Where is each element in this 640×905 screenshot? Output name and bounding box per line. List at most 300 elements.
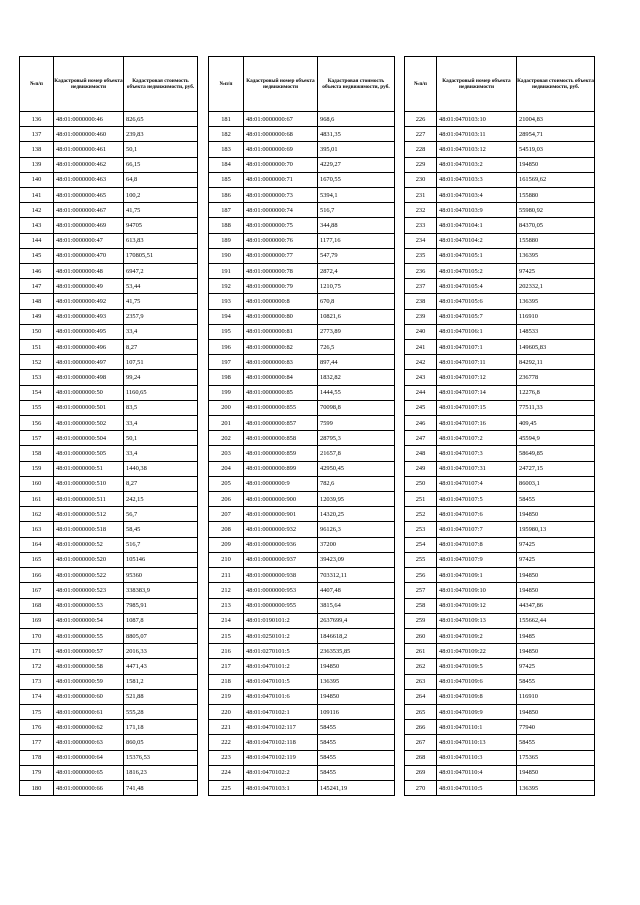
row-number: 208: [209, 522, 244, 537]
row-number: 215: [209, 628, 244, 643]
cadastral-number: 48:01:0000000:48: [54, 264, 124, 279]
table-row: [20, 142, 198, 157]
header-cadastral-number: Кадастровый номер объекта недвижимости: [54, 57, 124, 112]
table-row: [209, 385, 395, 400]
cadastral-value: 155880: [517, 233, 595, 248]
table-row: [405, 203, 595, 218]
row-number: 247: [405, 431, 437, 446]
row-number: 226: [405, 112, 437, 127]
cadastral-number: 48:01:0000000:75: [244, 218, 318, 233]
cadastral-value: 1210,75: [318, 279, 395, 294]
table-row: [405, 537, 595, 552]
row-number: 253: [405, 522, 437, 537]
row-number: 178: [20, 750, 54, 765]
cadastral-value: 1581,2: [124, 674, 198, 689]
table-row: [20, 203, 198, 218]
row-number: 151: [20, 340, 54, 355]
cadastral-number: 48:01:0470102:118: [244, 735, 318, 750]
cadastral-number: 48:01:0470109:22: [437, 644, 517, 659]
cadastral-number: 48:01:0000000:938: [244, 568, 318, 583]
cadastral-number: 48:01:0000000:9: [244, 476, 318, 491]
row-number: 196: [209, 340, 244, 355]
cadastral-number: 48:01:0000000:900: [244, 492, 318, 507]
table-row: [405, 492, 595, 507]
header-cadastral-value: Кадастровая стоимость объекта недвижимости, руб.: [318, 57, 395, 112]
row-number: 194: [209, 309, 244, 324]
row-number: 155: [20, 400, 54, 415]
cadastral-number: 48:01:0000000:69: [244, 142, 318, 157]
cadastral-number: 48:01:0000000:901: [244, 507, 318, 522]
table-row: [405, 598, 595, 613]
cadastral-number: 48:01:0470105:1: [437, 248, 517, 263]
cadastral-value: 171,18: [124, 720, 198, 735]
cadastral-number: 48:01:0470107:14: [437, 385, 517, 400]
row-number: 143: [20, 218, 54, 233]
cadastral-value: 782,6: [318, 476, 395, 491]
cadastral-value: 12039,95: [318, 492, 395, 507]
table-row: [405, 568, 595, 583]
cadastral-number: 48:01:0470101:2: [244, 659, 318, 674]
cadastral-number: 48:01:0000000:498: [54, 370, 124, 385]
cadastral-number: 48:01:0470102:1: [244, 704, 318, 719]
table-row: [20, 780, 198, 795]
cadastral-number: 48:01:0470101:5: [244, 674, 318, 689]
row-number: 159: [20, 461, 54, 476]
row-number: 185: [209, 172, 244, 187]
table-row: [209, 568, 395, 583]
table-row: [20, 264, 198, 279]
cadastral-value: 21004,83: [517, 112, 595, 127]
table-row: [20, 492, 198, 507]
table-row: [405, 446, 595, 461]
row-number: 163: [20, 522, 54, 537]
row-number: 236: [405, 264, 437, 279]
cadastral-value: 12276,8: [517, 385, 595, 400]
cadastral-value: 521,88: [124, 689, 198, 704]
cadastral-value: 84292,11: [517, 355, 595, 370]
cadastral-value: 4471,43: [124, 659, 198, 674]
table-row: [20, 507, 198, 522]
cadastral-number: 48:01:0000000:522: [54, 568, 124, 583]
cadastral-number: 48:01:0000000:496: [54, 340, 124, 355]
cadastral-number: 48:01:0000000:58: [54, 659, 124, 674]
row-number: 197: [209, 355, 244, 370]
cadastral-value: 66,15: [124, 157, 198, 172]
cadastral-value: 116910: [517, 309, 595, 324]
table-row: [405, 294, 595, 309]
cadastral-number: 48:01:0000000:520: [54, 552, 124, 567]
row-number: 201: [209, 416, 244, 431]
cadastral-value: 194850: [517, 507, 595, 522]
cadastral-value: 1444,55: [318, 385, 395, 400]
cadastral-value: 8,27: [124, 340, 198, 355]
table-row: [209, 644, 395, 659]
cadastral-value: 2016,33: [124, 644, 198, 659]
table-row: [209, 142, 395, 157]
row-number: 248: [405, 446, 437, 461]
cadastral-value: 70098,8: [318, 400, 395, 415]
table-row: [405, 507, 595, 522]
cadastral-value: 2773,89: [318, 324, 395, 339]
table-row: [209, 355, 395, 370]
row-number: 219: [209, 689, 244, 704]
row-number: 175: [20, 704, 54, 719]
table-row: [20, 750, 198, 765]
cadastral-number: 48:01:0470107:16: [437, 416, 517, 431]
table-row: [20, 568, 198, 583]
table-row: [405, 324, 595, 339]
table-row: [20, 431, 198, 446]
table-row: [209, 537, 395, 552]
cadastral-number: 48:01:0470110:4: [437, 765, 517, 780]
cadastral-number: 48:01:0470109:13: [437, 613, 517, 628]
cadastral-number: 48:01:0000000:463: [54, 172, 124, 187]
row-number: 209: [209, 537, 244, 552]
cadastral-number: 48:01:0000000:8: [244, 294, 318, 309]
cadastral-number: 48:01:0470103:10: [437, 112, 517, 127]
table-row: [405, 188, 595, 203]
table-row: [405, 552, 595, 567]
cadastral-number: 48:01:0000000:492: [54, 294, 124, 309]
cadastral-number: 48:01:0000000:84: [244, 370, 318, 385]
row-number: 204: [209, 461, 244, 476]
row-number: 150: [20, 324, 54, 339]
cadastral-number: 48:01:0000000:510: [54, 476, 124, 491]
cadastral-number: 48:01:0000000:953: [244, 583, 318, 598]
table-row: [209, 188, 395, 203]
table-row: [209, 416, 395, 431]
cadastral-number: 48:01:0000000:504: [54, 431, 124, 446]
row-number: 212: [209, 583, 244, 598]
cadastral-value: 97425: [517, 537, 595, 552]
row-number: 222: [209, 735, 244, 750]
table-row: [20, 370, 198, 385]
cadastral-number: 48:01:0000000:64: [54, 750, 124, 765]
row-number: 136: [20, 112, 54, 127]
row-number: 255: [405, 552, 437, 567]
cadastral-value: 50,1: [124, 142, 198, 157]
cadastral-number: 48:01:0470109:1: [437, 568, 517, 583]
row-number: 165: [20, 552, 54, 567]
row-number: 249: [405, 461, 437, 476]
cadastral-value: 239,83: [124, 127, 198, 142]
cadastral-value: 194850: [517, 765, 595, 780]
row-number: 263: [405, 674, 437, 689]
cadastral-value: 3815,64: [318, 598, 395, 613]
cadastral-number: 48:01:0000000:78: [244, 264, 318, 279]
row-number: 186: [209, 188, 244, 203]
cadastral-value: 2357,9: [124, 309, 198, 324]
cadastral-value: 136395: [517, 294, 595, 309]
cadastral-value: 194850: [318, 689, 395, 704]
cadastral-number: 48:01:0000000:62: [54, 720, 124, 735]
row-number: 191: [209, 264, 244, 279]
row-number: 167: [20, 583, 54, 598]
cadastral-number: 48:01:0000000:80: [244, 309, 318, 324]
cadastral-value: 58455: [517, 492, 595, 507]
table-row: [20, 552, 198, 567]
cadastral-value: 670,8: [318, 294, 395, 309]
table-row: [209, 400, 395, 415]
table-row: [405, 522, 595, 537]
row-number: 203: [209, 446, 244, 461]
table-row: [20, 735, 198, 750]
row-number: 239: [405, 309, 437, 324]
cadastral-value: 15376,53: [124, 750, 198, 765]
cadastral-value: 33,4: [124, 324, 198, 339]
cadastral-number: 48:01:0470102:117: [244, 720, 318, 735]
cadastral-number: 48:01:0000000:79: [244, 279, 318, 294]
cadastral-value: 37200: [318, 537, 395, 552]
row-number: 141: [20, 188, 54, 203]
cadastral-number: 48:01:0000000:67: [244, 112, 318, 127]
cadastral-value: 5394,1: [318, 188, 395, 203]
cadastral-value: 97425: [517, 552, 595, 567]
row-number: 220: [209, 704, 244, 719]
table-row: [20, 537, 198, 552]
cadastral-number: 48:01:0470110:13: [437, 735, 517, 750]
cadastral-number: 48:01:0000000:932: [244, 522, 318, 537]
cadastral-number: 48:01:0000000:469: [54, 218, 124, 233]
row-number: 164: [20, 537, 54, 552]
table-row: [405, 644, 595, 659]
cadastral-value: 4831,35: [318, 127, 395, 142]
row-number: 198: [209, 370, 244, 385]
cadastral-number: 48:01:0000000:937: [244, 552, 318, 567]
table-row: [209, 598, 395, 613]
table-row: [405, 112, 595, 127]
cadastral-number: 48:01:0250101:2: [244, 628, 318, 643]
row-number: 269: [405, 765, 437, 780]
cadastral-value: 41,75: [124, 294, 198, 309]
cadastral-number: 48:01:0470106:1: [437, 324, 517, 339]
cadastral-number: 48:01:0470107:1: [437, 340, 517, 355]
cadastral-value: 897,44: [318, 355, 395, 370]
table-row: [209, 522, 395, 537]
cadastral-number: 48:01:0470105:4: [437, 279, 517, 294]
row-number: 268: [405, 750, 437, 765]
cadastral-number: 48:01:0470107:4: [437, 476, 517, 491]
cadastral-number: 48:01:0470102:119: [244, 750, 318, 765]
row-number: 177: [20, 735, 54, 750]
table-row: [209, 324, 395, 339]
cadastral-value: 395,01: [318, 142, 395, 157]
cadastral-number: 48:01:0470101:6: [244, 689, 318, 704]
row-number: 238: [405, 294, 437, 309]
row-number: 235: [405, 248, 437, 263]
cadastral-number: 48:01:0000000:859: [244, 446, 318, 461]
cadastral-number: 48:01:0470103:12: [437, 142, 517, 157]
table-row: [405, 385, 595, 400]
table-row: [209, 340, 395, 355]
row-number: 138: [20, 142, 54, 157]
row-number: 213: [209, 598, 244, 613]
row-number: 256: [405, 568, 437, 583]
cadastral-number: 48:01:0000000:85: [244, 385, 318, 400]
cadastral-number: 48:01:0000000:857: [244, 416, 318, 431]
cadastral-value: 136395: [318, 674, 395, 689]
cadastral-table-1: [19, 56, 198, 796]
row-number: 152: [20, 355, 54, 370]
cadastral-value: 77940: [517, 720, 595, 735]
cadastral-number: 48:01:0000000:77: [244, 248, 318, 263]
row-number: 182: [209, 127, 244, 142]
row-number: 156: [20, 416, 54, 431]
cadastral-number: 48:01:0000000:82: [244, 340, 318, 355]
row-number: 149: [20, 309, 54, 324]
table-row: [405, 735, 595, 750]
cadastral-number: 48:01:0470109:9: [437, 704, 517, 719]
row-number: 154: [20, 385, 54, 400]
cadastral-number: 48:01:0470109:8: [437, 689, 517, 704]
table-row: [405, 355, 595, 370]
cadastral-number: 48:01:0470107:7: [437, 522, 517, 537]
cadastral-value: 516,7: [124, 537, 198, 552]
table-row: [209, 492, 395, 507]
cadastral-value: 2637699,4: [318, 613, 395, 628]
table-row: [20, 446, 198, 461]
row-number: 225: [209, 780, 244, 795]
table-row: [209, 780, 395, 795]
table-row: [405, 157, 595, 172]
cadastral-number: 48:01:0000000:858: [244, 431, 318, 446]
row-number: 162: [20, 507, 54, 522]
table-row: [209, 431, 395, 446]
cadastral-value: 1832,82: [318, 370, 395, 385]
table-row: [209, 583, 395, 598]
cadastral-number: 48:01:0000000:467: [54, 203, 124, 218]
row-number: 210: [209, 552, 244, 567]
row-number: 168: [20, 598, 54, 613]
cadastral-number: 48:01:0000000:55: [54, 628, 124, 643]
cadastral-value: 58455: [318, 750, 395, 765]
table-row: [209, 203, 395, 218]
cadastral-number: 48:01:0000000:462: [54, 157, 124, 172]
cadastral-value: 194850: [517, 704, 595, 719]
table-row: [209, 476, 395, 491]
cadastral-number: 48:01:0000000:57: [54, 644, 124, 659]
cadastral-value: 409,45: [517, 416, 595, 431]
cadastral-value: 28795,3: [318, 431, 395, 446]
cadastral-table-2: [208, 56, 395, 796]
cadastral-value: 1440,38: [124, 461, 198, 476]
cadastral-number: 48:01:0470109:5: [437, 659, 517, 674]
cadastral-number: 48:01:0470110:5: [437, 780, 517, 795]
table-row: [209, 294, 395, 309]
row-number: 174: [20, 689, 54, 704]
cadastral-value: 55980,92: [517, 203, 595, 218]
table-row: [20, 172, 198, 187]
table-row: [20, 340, 198, 355]
table-row: [405, 309, 595, 324]
cadastral-number: 48:01:0000000:81: [244, 324, 318, 339]
cadastral-number: 48:01:0000000:511: [54, 492, 124, 507]
cadastral-value: 14320,25: [318, 507, 395, 522]
cadastral-value: 39423,09: [318, 552, 395, 567]
cadastral-number: 48:01:0470107:3: [437, 446, 517, 461]
header-cadastral-value: Кадастровая стоимость объекта недвижимости, руб.: [517, 57, 595, 112]
cadastral-value: 1160,65: [124, 385, 198, 400]
cadastral-number: 48:01:0470107:9: [437, 552, 517, 567]
cadastral-value: 149605,83: [517, 340, 595, 355]
cadastral-value: 58455: [318, 765, 395, 780]
table-row: [209, 233, 395, 248]
cadastral-value: 56,7: [124, 507, 198, 522]
table-row: [20, 613, 198, 628]
table-row: [209, 309, 395, 324]
table-row: [20, 188, 198, 203]
row-number: 237: [405, 279, 437, 294]
row-number: 161: [20, 492, 54, 507]
cadastral-value: 170805,51: [124, 248, 198, 263]
table-row: [405, 765, 595, 780]
cadastral-value: 195980,13: [517, 522, 595, 537]
table-row: [209, 112, 395, 127]
row-number: 221: [209, 720, 244, 735]
row-number: 224: [209, 765, 244, 780]
row-number: 199: [209, 385, 244, 400]
cadastral-value: 28954,71: [517, 127, 595, 142]
table-row: [209, 674, 395, 689]
cadastral-value: 555,28: [124, 704, 198, 719]
cadastral-value: 7599: [318, 416, 395, 431]
cadastral-value: 86003,1: [517, 476, 595, 491]
cadastral-number: 48:01:0470103:11: [437, 127, 517, 142]
cadastral-number: 48:01:0270101:5: [244, 644, 318, 659]
table-row: [209, 750, 395, 765]
cadastral-value: 194850: [517, 644, 595, 659]
cadastral-value: 33,4: [124, 446, 198, 461]
table-row: [209, 720, 395, 735]
cadastral-value: 58455: [517, 735, 595, 750]
row-number: 227: [405, 127, 437, 142]
cadastral-value: 7985,91: [124, 598, 198, 613]
row-number: 187: [209, 203, 244, 218]
table-row: [20, 157, 198, 172]
row-number: 142: [20, 203, 54, 218]
cadastral-number: 48:01:0000000:936: [244, 537, 318, 552]
row-number: 184: [209, 157, 244, 172]
cadastral-value: 109116: [318, 704, 395, 719]
cadastral-number: 48:01:0000000:74: [244, 203, 318, 218]
cadastral-number: 48:01:0000000:54: [54, 613, 124, 628]
cadastral-number: 48:01:0470105:2: [437, 264, 517, 279]
cadastral-number: 48:01:0000000:855: [244, 400, 318, 415]
cadastral-value: 242,15: [124, 492, 198, 507]
row-number: 245: [405, 400, 437, 415]
cadastral-number: 48:01:0000000:63: [54, 735, 124, 750]
table-row: [20, 461, 198, 476]
row-number: 192: [209, 279, 244, 294]
table-row: [209, 628, 395, 643]
cadastral-number: 48:01:0000000:470: [54, 248, 124, 263]
cadastral-value: 45594,9: [517, 431, 595, 446]
cadastral-value: 516,7: [318, 203, 395, 218]
cadastral-number: 48:01:0000000:65: [54, 765, 124, 780]
cadastral-value: 21657,8: [318, 446, 395, 461]
table-row: [405, 659, 595, 674]
table-row: [405, 476, 595, 491]
cadastral-number: 48:01:0000000:493: [54, 309, 124, 324]
cadastral-value: 77511,33: [517, 400, 595, 415]
table-row: [405, 583, 595, 598]
cadastral-value: 1670,55: [318, 172, 395, 187]
row-number: 139: [20, 157, 54, 172]
table-row: [405, 628, 595, 643]
cadastral-value: 613,83: [124, 233, 198, 248]
row-number: 234: [405, 233, 437, 248]
table-row: [209, 248, 395, 263]
